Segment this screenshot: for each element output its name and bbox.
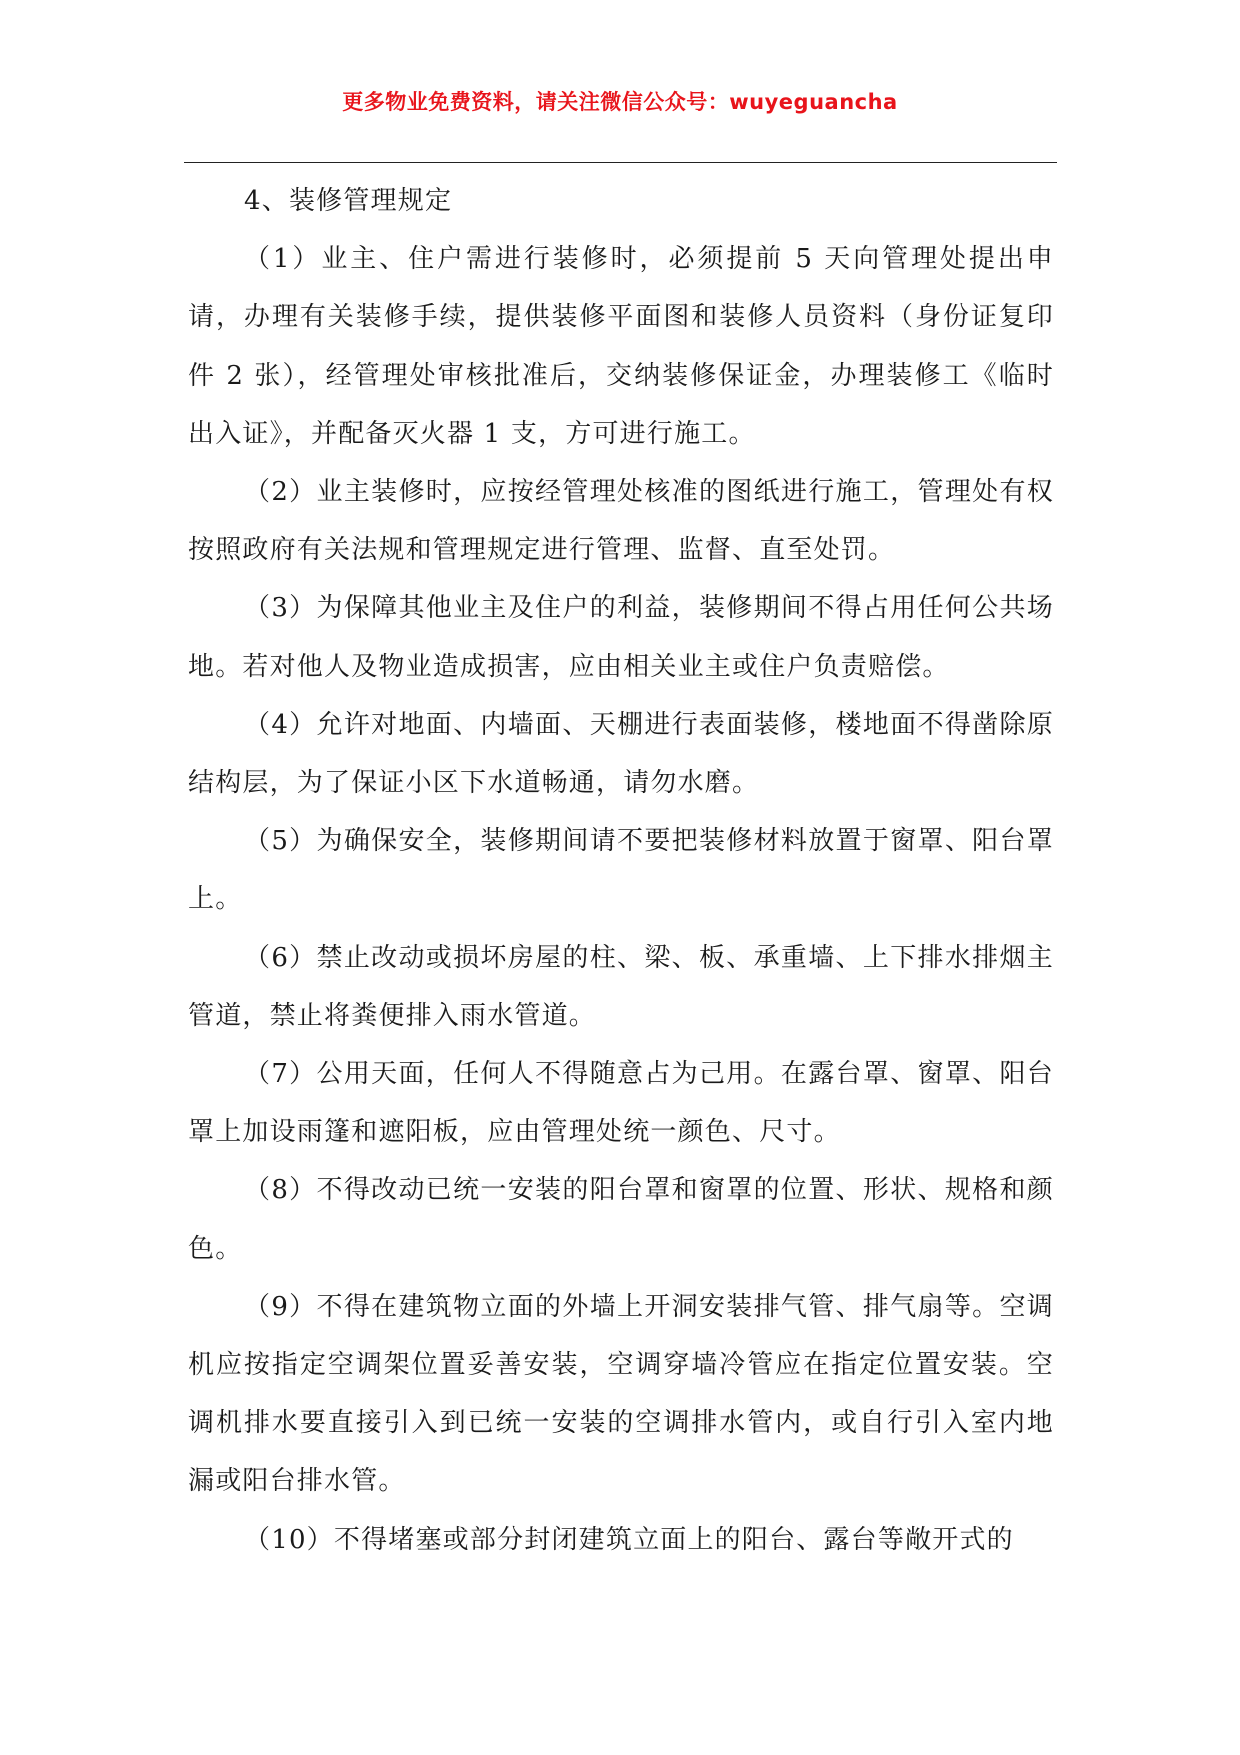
paragraph-9: （9）不得在建筑物立面的外墙上开洞安装排气管、排气扇等。空调机应按指定空调架位置妥善安装，空调穿墙冷管应在指定位置安装。空调机排水要直接引入到已统一安装的空调排水管内，或自行引入室内地漏或阳台排水管。 (188, 1291, 1054, 1497)
document-body (188, 172, 1054, 1569)
paragraph-10: （10）不得堵塞或部分封闭建筑立面上的阳台、露台等敞开式的 (244, 1524, 1014, 1555)
paragraph-3: （3）为保障其他业主及住户的利益，装修期间不得占用任何公共场地。若对他人及物业造成损害，应由相关业主或住户负责赔偿。 (188, 593, 1054, 682)
paragraph-5: （5）为确保安全，装修期间请不要把装修材料放置于窗罩、阳台罩上。 (188, 826, 1054, 915)
paragraph-8: （8）不得改动已统一安装的阳台罩和窗罩的位置、形状、规格和颜色。 (188, 1175, 1054, 1264)
paragraph-2: （2）业主装修时，应按经管理处核准的图纸进行施工，管理处有权按照政府有关法规和管理规定进行管理、监督、直至处罚。 (188, 477, 1054, 566)
paragraph-7: （7）公用天面，任何人不得随意占为己用。在露台罩、窗罩、阳台罩上加设雨篷和遮阳板，应由管理处统一颜色、尺寸。 (188, 1059, 1054, 1148)
header-divider (184, 162, 1057, 163)
paragraph-1: （1）业主、住户需进行装修时，必须提前 5 天向管理处提出申请，办理有关装修手续，提供装修平面图和装修人员资料（身份证复印件 2 张），经管理处审核批准后，交纳装修保证金，办理装修工《临时出入证》，并配备灭火器 1 支，方可进行施工。 (188, 244, 1054, 449)
paragraph-4: （4）允许对地面、内墙面、天棚进行表面装修，楼地面不得凿除原结构层，为了保证小区下水道畅通，请勿水磨。 (188, 709, 1054, 799)
paragraph-6: （6）禁止改动或损坏房屋的柱、梁、板、承重墙、上下排水排烟主管道，禁止将粪便排入雨水管道。 (188, 942, 1054, 1031)
header-banner: 更多物业免费资料，请关注微信公众号：wuyeguancha (342, 90, 898, 114)
section-title: 4、装修管理规定 (244, 186, 453, 216)
